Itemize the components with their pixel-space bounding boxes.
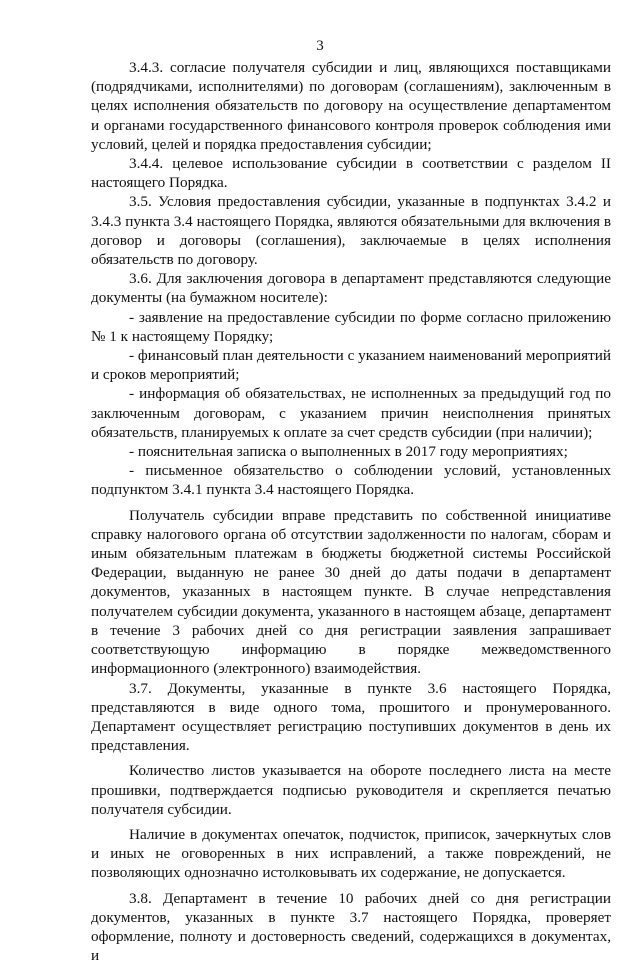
- paragraph-3-7: 3.7. Документы, указанные в пункте 3.6 настоящего Порядка, представляются в виде одного тома, прошитого и пронумерованного. Департамент осуществляет регистрацию поступивших документов в день их представления.: [91, 679, 611, 755]
- paragraph-tax-certificate: Получатель субсидии вправе представить по собственной инициативе справку налогового органа об отсутствии задолженности по налогам, сборам и иным обязательным платежам в бюджеты бюджетной системы Российской Федерации, выданную не ранее 30 дней до даты подачи в департамент документов, указанных в настоящем пункте. В случае непредставления получателем субсидии документа, указанного в настоящем абзаце, департамент в течение 3 рабочих дней со дня регистрации заявления запрашивает соответствующую информацию в порядке межведомственного информационного (электронного) взаимодействия.: [91, 506, 611, 678]
- list-item-application: - заявление на предоставление субсидии по форме согласно приложению № 1 к настоящему Порядку;: [91, 308, 611, 345]
- list-item-obligations-info: - информация об обязательствах, не исполненных за предыдущий год по заключенным договорам, с указанием причин неисполнения принятых обязательств, планируемых к оплате за счет средств субсидии (при наличии);: [91, 385, 611, 441]
- paragraph-3-8: 3.8. Департамент в течение 10 рабочих дней со дня регистрации документов, указанных в пункте 3.7 настоящего Порядка, проверяет оформление, полноту и достоверность сведений, содержащихся в документах, и: [91, 889, 611, 965]
- paragraph-3-6: 3.6. Для заключения договора в департамент представляются следующие документы (на бумажном носителе):: [91, 270, 611, 307]
- list-item-financial-plan: - финансовый план деятельности с указанием наименований мероприятий и сроков мероприятий;: [91, 347, 611, 384]
- list-item-explanatory-note: - пояснительная записка о выполненных в 2017 году мероприятиях;: [129, 443, 568, 461]
- paragraph-sheet-count: Количество листов указывается на обороте последнего листа на месте прошивки, подтверждается подписью руководителя и скрепляется печатью получателя субсидии.: [91, 762, 611, 818]
- list-item-written-obligation: - письменное обязательство о соблюдении условий, установленных подпунктом 3.4.1 пункта 3.4 настоящего Порядка.: [91, 462, 611, 499]
- page-number: 3: [316, 38, 324, 54]
- paragraph-corrections: Наличие в документах опечаток, подчисток, приписок, зачеркнутых слов и иных не оговоренных в них исправлений, а также повреждений, не позволяющих однозначно истолковывать их содержание, не допускается.: [91, 825, 611, 882]
- paragraph-3-4-3: 3.4.3. согласие получателя субсидии и лиц, являющихся поставщиками (подрядчиками, исполнителями) по договорам (соглашениям), заключенным в целях исполнения обязательств по договору на осуществление департаментом и органами государственного финансового контроля проверок соблюдения ими условий, целей и порядка предоставления субсидии;: [91, 59, 611, 153]
- paragraph-3-4-4: 3.4.4. целевое использование субсидии в соответствии с разделом II настоящего Порядка.: [91, 155, 611, 192]
- paragraph-3-5: 3.5. Условия предоставления субсидии, указанные в подпунктах 3.4.2 и 3.4.3 пункта 3.4 настоящего Порядка, являются обязательными для включения в договор и договоры (соглашения), заключаемые в целях исполнения обязательств по договору.: [91, 193, 611, 269]
- document-body: [91, 58, 611, 965]
